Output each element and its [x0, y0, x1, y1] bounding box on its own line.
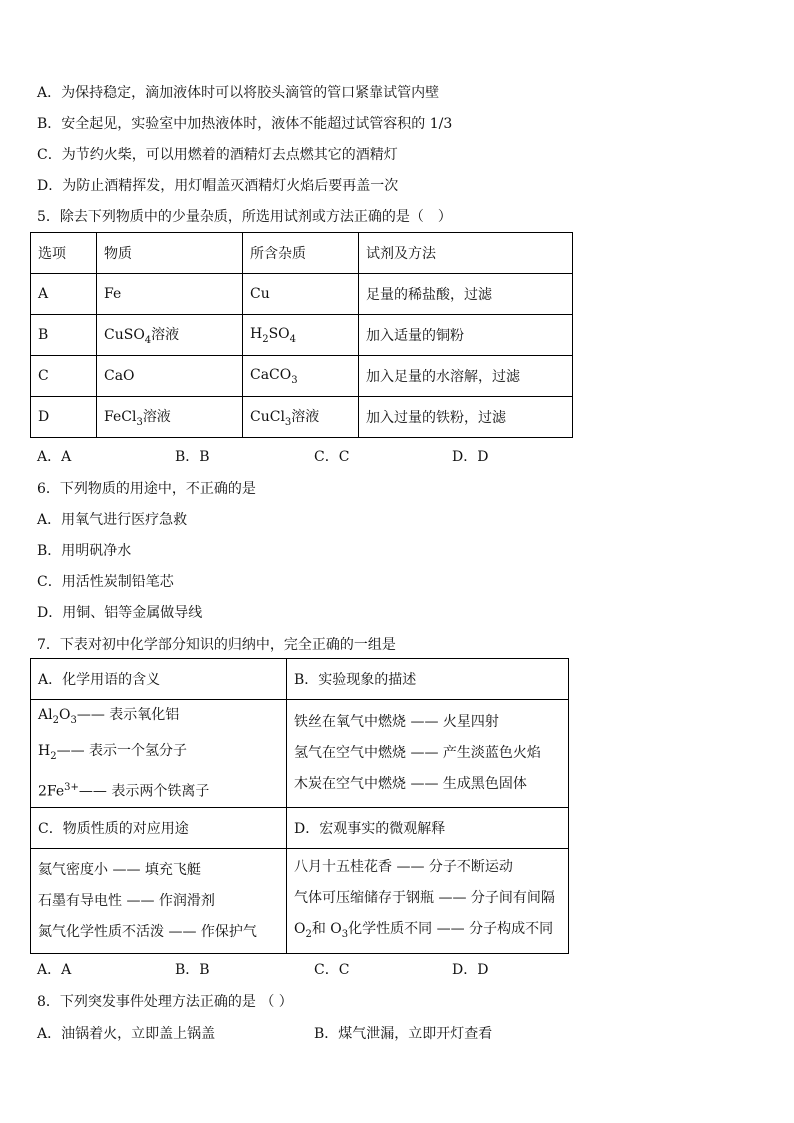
formula-text: H — [38, 742, 51, 759]
table-row — [31, 356, 573, 397]
subscript: 2 — [305, 929, 312, 941]
q5-answer-d: D．D — [452, 449, 489, 465]
table-header-cell: 选项 — [31, 233, 97, 274]
formula-text: 化学性质不同 —— 分子构成不同 — [348, 921, 554, 938]
cell-line — [38, 700, 286, 736]
table-row — [31, 397, 573, 438]
formula-text: CaCO — [250, 366, 292, 383]
table-cell — [287, 849, 569, 954]
table-cell: B — [31, 315, 97, 356]
formula-text: H — [250, 325, 263, 342]
q7-answer-c: C．C — [314, 962, 350, 978]
formula-text: O — [294, 921, 306, 938]
subscript: 3 — [70, 714, 77, 726]
subscript: 2 — [50, 750, 57, 762]
table-cell: D — [31, 397, 97, 438]
subscript: 3 — [291, 374, 298, 386]
cell-line — [294, 914, 568, 950]
table-header-cell: C．物质性质的对应用途 — [31, 808, 287, 849]
q6-option-d: D．用铜、铝等金属做导线 — [37, 605, 203, 621]
q4-option-b: B．安全起见，实验室中加热液体时，液体不能超过试管容积的 1/3 — [37, 116, 453, 132]
table-cell: Cu — [243, 274, 359, 315]
q6-option-a: A．用氧气进行医疗急救 — [37, 512, 188, 528]
formula-text: —— 表示一个氢分子 — [56, 742, 188, 759]
q5-answer-c: C．C — [314, 449, 350, 465]
table-row — [31, 700, 569, 808]
q7-stem: 7．下表对初中化学部分知识的归纳中，完全正确的一组是 — [37, 637, 396, 653]
table-cell — [287, 700, 569, 808]
cell-line — [38, 772, 286, 808]
table-cell — [97, 397, 243, 438]
table-row — [31, 849, 569, 954]
table-header-row — [31, 659, 569, 700]
cell-line — [38, 736, 286, 772]
q8-option-b: B．煤气泄漏，立即开灯查看 — [314, 1026, 493, 1042]
subscript: 3 — [136, 416, 143, 428]
table-row — [31, 315, 573, 356]
formula-text: CuSO — [104, 327, 145, 344]
table-header-cell: 所含杂质 — [243, 233, 359, 274]
table-cell: C — [31, 356, 97, 397]
q7-answer-b: B．B — [175, 962, 210, 978]
table-header-cell: B．实验现象的描述 — [287, 659, 569, 700]
table-header-cell: A．化学用语的含义 — [31, 659, 287, 700]
q5-answer-b: B．B — [175, 449, 210, 465]
formula-text: 2Fe — [38, 783, 65, 800]
table-header-row — [31, 233, 573, 274]
cell-line: 氦气密度小 —— 填充飞艇 — [38, 861, 201, 878]
cell-line: 氮气化学性质不活泼 —— 作保护气 — [38, 923, 257, 940]
subscript: 3 — [341, 929, 349, 941]
q6-option-c: C．用活性炭制铅笔芯 — [37, 574, 174, 590]
q4-option-a: A．为保持稳定，滴加液体时可以将胶头滴管的管口紧靠试管内壁 — [37, 85, 440, 101]
q4-option-d: D．为防止酒精挥发，用灯帽盖灭酒精灯火焰后要再盖一次 — [37, 178, 399, 194]
table-cell — [243, 397, 359, 438]
cell-line: 氢气在空气中燃烧 —— 产生淡蓝色火焰 — [294, 745, 541, 762]
formula-text: SO — [268, 325, 290, 342]
table-row — [31, 274, 573, 315]
q8-stem: 8．下列突发事件处理方法正确的是 （ ） — [37, 994, 293, 1010]
formula-text: —— 表示氧化铝 — [76, 707, 180, 723]
cell-line: 八月十五桂花香 —— 分子不断运动 — [294, 859, 513, 876]
q7-answer-a: A．A — [37, 962, 72, 978]
q4-option-c: C．为节约火柴，可以用燃着的酒精灯去点燃其它的酒精灯 — [37, 147, 398, 163]
subscript: 3 — [284, 416, 292, 428]
formula-text: 溶液 — [291, 409, 320, 426]
q7-answer-d: D．D — [452, 962, 489, 978]
formula-text: 溶液 — [142, 409, 171, 426]
table-cell — [31, 849, 287, 954]
table-header-row — [31, 808, 569, 849]
table-cell: 足量的稀盐酸，过滤 — [359, 274, 573, 315]
q5-table — [30, 232, 573, 438]
formula-text: Al — [38, 707, 53, 723]
q6-option-b: B．用明矾净水 — [37, 543, 132, 559]
formula-text: 溶液 — [151, 327, 180, 344]
superscript: 3+ — [64, 781, 79, 793]
table-header-cell: 物质 — [97, 233, 243, 274]
subscript: 2 — [262, 333, 269, 345]
q6-stem: 6．下列物质的用途中，不正确的是 — [37, 481, 256, 497]
q5-answer-a: A．A — [37, 449, 72, 465]
formula-text: —— 表示两个铁离子 — [78, 783, 210, 800]
cell-line: 木炭在空气中燃烧 —— 生成黑色固体 — [294, 776, 527, 793]
table-cell: 加入过量的铁粉，过滤 — [359, 397, 573, 438]
table-cell: Fe — [97, 274, 243, 315]
q8-option-a: A．油锅着火，立即盖上锅盖 — [37, 1026, 216, 1042]
subscript: 2 — [52, 714, 59, 726]
table-cell: A — [31, 274, 97, 315]
q7-table — [30, 658, 569, 954]
table-cell — [243, 315, 359, 356]
table-cell: 加入适量的铜粉 — [359, 315, 573, 356]
table-header-cell: 试剂及方法 — [359, 233, 573, 274]
table-cell — [243, 356, 359, 397]
table-cell: CaO — [97, 356, 243, 397]
q5-stem: 5．除去下列物质中的少量杂质，所选用试剂或方法正确的是（ ） — [37, 209, 452, 225]
table-cell: 加入足量的水溶解，过滤 — [359, 356, 573, 397]
cell-line: 铁丝在氧气中燃烧 —— 火星四射 — [294, 714, 499, 731]
subscript: 4 — [144, 334, 152, 346]
formula-text: O — [58, 707, 71, 723]
cell-line: 气体可压缩储存于钢瓶 —— 分子间有间隔 — [294, 890, 555, 907]
table-header-cell: D．宏观事实的微观解释 — [287, 808, 569, 849]
table-cell — [31, 700, 287, 808]
formula-text: CuCl — [250, 409, 285, 426]
table-cell — [97, 315, 243, 356]
subscript: 4 — [289, 333, 297, 345]
formula-text: FeCl — [104, 409, 137, 426]
formula-text: 和 O — [311, 921, 342, 938]
cell-line: 石墨有导电性 —— 作润滑剂 — [38, 892, 215, 909]
